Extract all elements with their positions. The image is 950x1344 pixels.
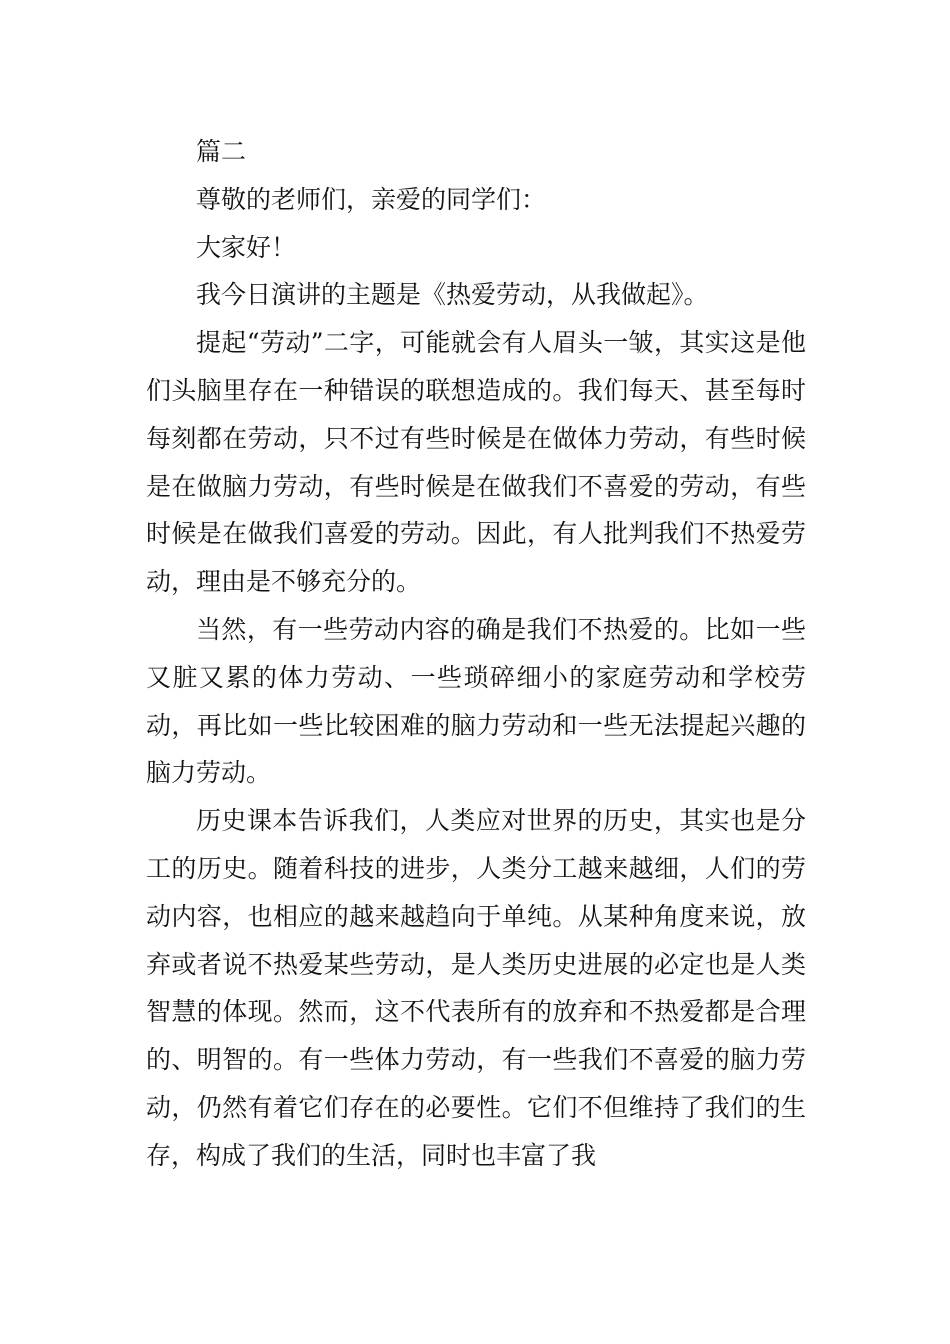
section-heading: 篇二 [196,137,247,166]
speech-topic: 我今日演讲的主题是《热爱劳动，从我做起》。 [196,280,709,310]
document-body [146,128,806,1180]
body-paragraph: 当然，有一些劳动内容的确是我们不热爱的。比如一些又脏又累的体力劳动、一些琐碎细小的家庭劳动和学校劳动，再比如一些比较困难的脑力劳动和一些无法提起兴趣的脑力劳动。 [146,614,806,788]
body-paragraph: 历史课本告诉我们，人类应对世界的历史，其实也是分工的历史。随着科技的进步，人类分工越来越细，人们的劳动内容，也相应的越来越趋向于单纯。从某种角度来说，放弃或者说不热爱某些劳动，是人类历史进展的必定也是人类智慧的体现。然而，这不代表所有的放弃和不热爱都是合理的、明智的。有一些体力劳动，有一些我们不喜爱的脑力劳动，仍然有着它们存在的必要性。它们不但维持了我们的生存，构成了我们的生活，同时也丰富了我 [146,806,806,1170]
salutation: 尊敬的老师们，亲爱的同学们： [196,184,547,214]
greeting: 大家好！ [196,232,297,262]
body-paragraph: 提起“劳动”二字，可能就会有人眉头一皱，其实这是他们头脑里存在一种错误的联想造成的。我们每天、甚至每时每刻都在劳动，只不过有些时候是在做体力劳动，有些时候是在做脑力劳动，有些时候是在做我们不喜爱的劳动，有些时候是在做我们喜爱的劳动。因此，有人批判我们不热爱劳动，理由是不够充分的。 [146,328,806,597]
